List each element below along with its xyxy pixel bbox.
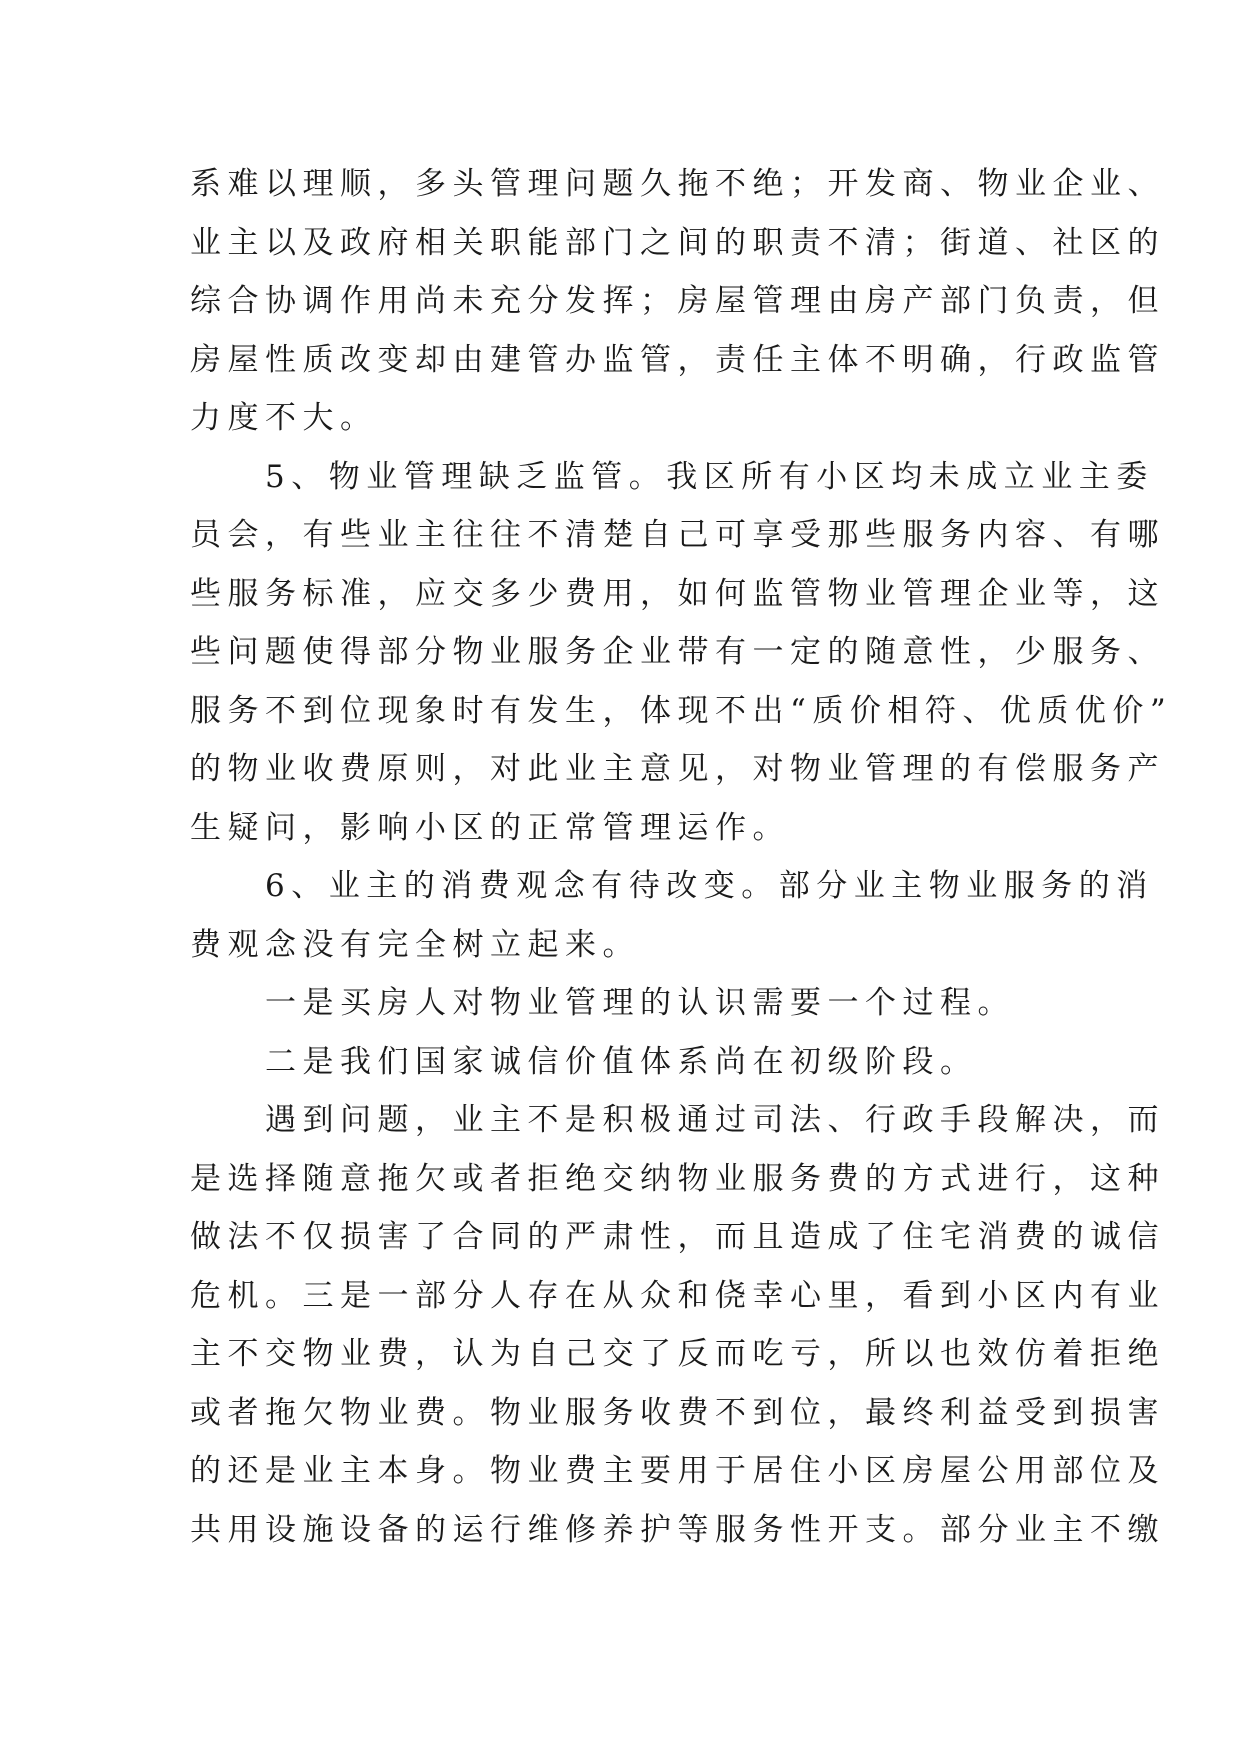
text-line: 主不交物业费，认为自己交了反而吃亏，所以也效仿着拒绝 [190,1336,1165,1372]
text-line: 员会，有些业主往往不清楚自己可享受那些服务内容、有哪 [190,517,1165,553]
text-line: 费观念没有完全树立起来。 [190,926,640,963]
text-line: 综合协调作用尚未充分发挥；房屋管理由房产部门负责，但 [190,283,1165,319]
text-line: 或者拖欠物业费。物业服务收费不到位，最终利益受到损害 [190,1394,1165,1431]
text-line: 力度不大。 [190,400,378,436]
text-line: 共用设施设备的运行维修养护等服务性开支。部分业主不缴 [190,1511,1165,1548]
text-line: 些服务标准，应交多少费用，如何监管物业管理企业等，这 [190,575,1165,612]
body-text [190,155,1173,1559]
text-line: 是选择随意拖欠或者拒绝交纳物业服务费的方式进行，这种 [190,1160,1165,1197]
text-line: 的还是业主本身。物业费主要用于居住小区房屋公用部位及 [190,1453,1165,1489]
text-line: 一是买房人对物业管理的认识需要一个过程。 [265,985,1015,1021]
text-line: 危机。三是一部分人存在从众和侥幸心里，看到小区内有业 [190,1277,1165,1314]
text-line: 系难以理顺，多头管理问题久拖不绝；开发商、物业企业、 [190,166,1165,202]
text-line: 生疑问，影响小区的正常管理运作。 [190,809,790,846]
text-line: 些问题使得部分物业服务企业带有一定的随意性，少服务、 [190,634,1165,670]
text-line: 做法不仅损害了合同的严肃性，而且造成了住宅消费的诚信 [190,1219,1165,1255]
text-line: 业主以及政府相关职能部门之间的职责不清；街道、社区的 [190,224,1165,261]
text-line: 房屋性质改变却由建管办监管，责任主体不明确，行政监管 [190,341,1165,378]
text-line: 6、业主的消费观念有待改变。部分业主物业服务的消 [265,868,1154,904]
text-line: 5、物业管理缺乏监管。我区所有小区均未成立业主委 [265,458,1154,495]
text-line: 服务不到位现象时有发生，体现不出“质价相符、优质优价” [190,692,1173,729]
text-line: 遇到问题，业主不是积极通过司法、行政手段解决，而 [265,1102,1165,1138]
text-line: 二是我们国家诚信价值体系尚在初级阶段。 [265,1043,978,1080]
text-line: 的物业收费原则，对此业主意见，对物业管理的有偿服务产 [190,751,1165,787]
